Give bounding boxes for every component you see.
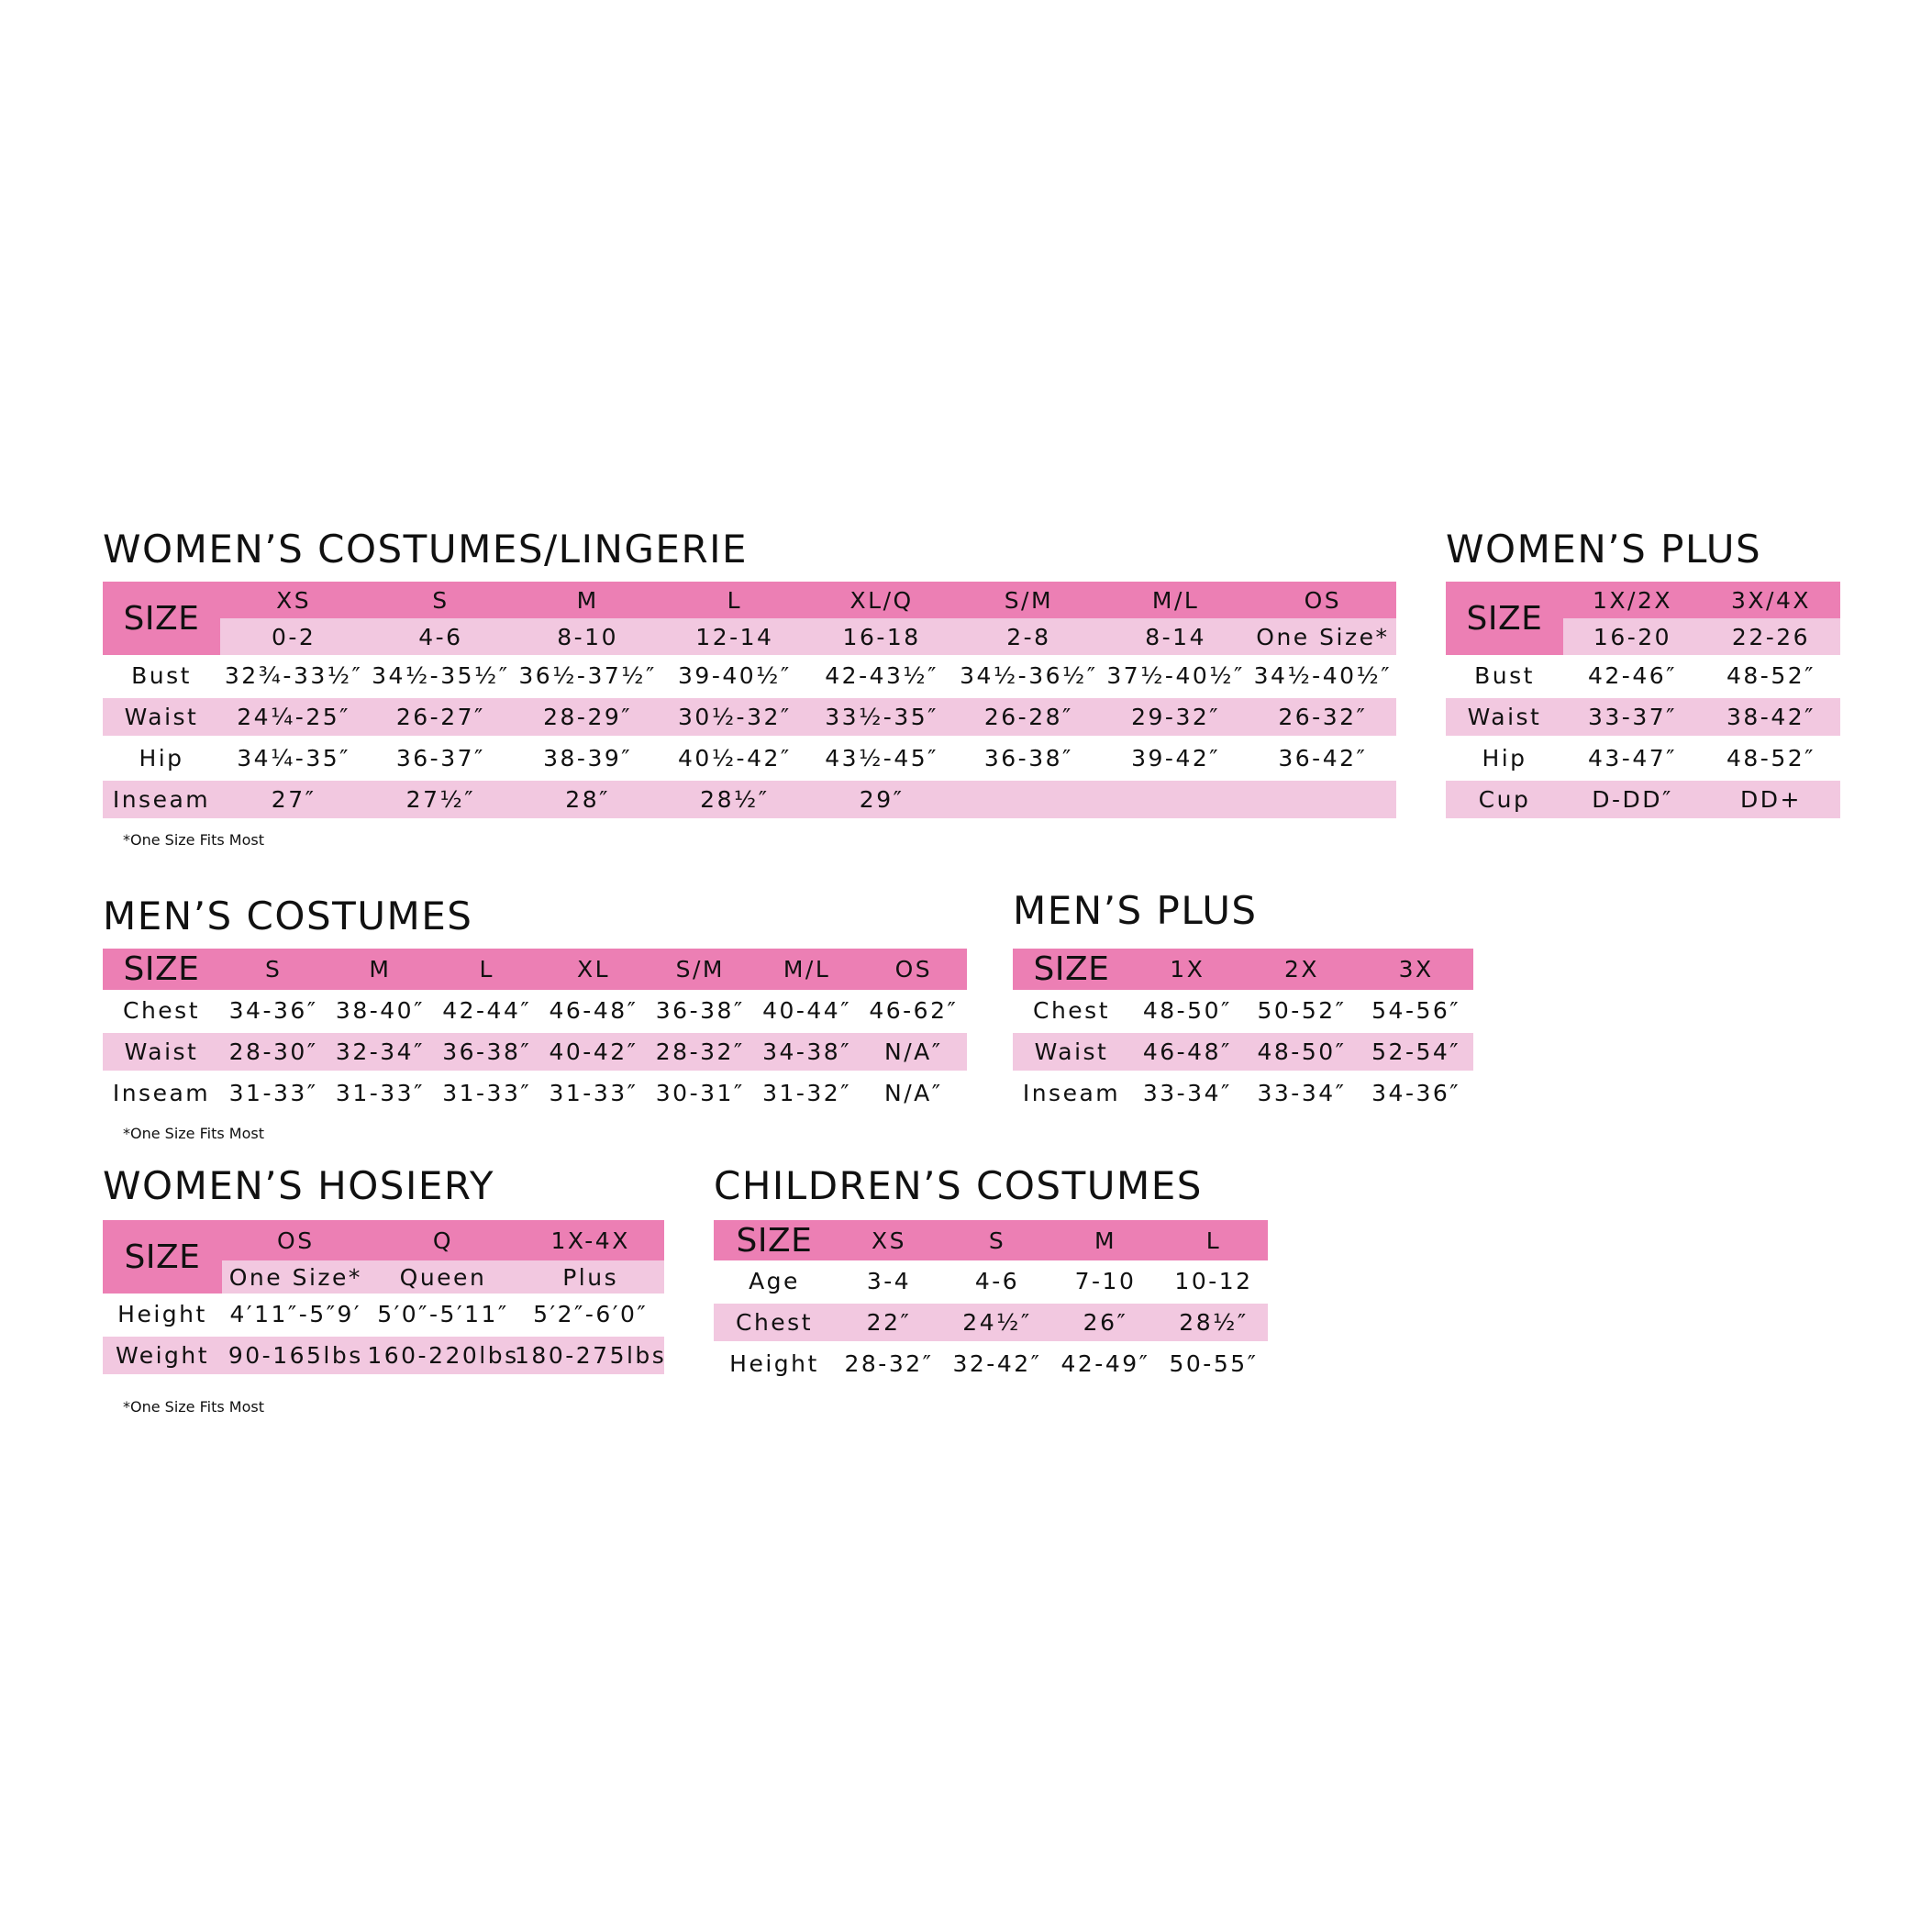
size-column-xl-q: XL/Q [849,586,914,614]
size-range-queen: Queen [399,1263,487,1291]
size-range-4-6: 4-6 [418,623,463,650]
table-cell: 38-40″ [335,997,425,1024]
size-range-0-2: 0-2 [271,623,316,650]
table-cell: 31-33″ [335,1080,425,1106]
row-label-weight: Weight [115,1342,210,1369]
table-cell: 36-37″ [395,745,485,772]
table-cell: 30½-32″ [678,704,792,730]
table-cell: 33-37″ [1588,704,1677,730]
row-label-height: Height [729,1350,819,1377]
table-cell: 36-42″ [1278,745,1368,772]
table-cell: 31-32″ [762,1080,852,1106]
table-cell: 180-275lbs [515,1342,667,1369]
size-column-s: S [432,586,450,614]
size-header-label: SIZE [1013,949,1130,990]
table-cell: 46-48″ [549,997,638,1024]
size-range-12-14: 12-14 [695,623,774,650]
table-cell: 37½-40½″ [1106,662,1245,689]
row-label-chest: Chest [1032,997,1110,1024]
size-range-one-size: One Size* [1256,623,1390,650]
size-header-label: SIZE [1446,582,1563,655]
size-header-label: SIZE [103,582,220,655]
table-cell: 28-32″ [844,1350,934,1377]
size-column-m: M [369,956,392,983]
table-cell: 43-47″ [1588,745,1677,772]
table-cell: 32-34″ [335,1038,425,1065]
table-cell: 39-42″ [1131,745,1221,772]
table-cell: 34-38″ [762,1038,852,1065]
size-column-os: OS [894,956,933,983]
table-cell: 22″ [866,1309,912,1336]
table-cell: 32-42″ [952,1350,1042,1377]
size-range-2-8: 2-8 [1006,623,1051,650]
size-column-os: OS [277,1227,315,1254]
row-label-waist: Waist [124,1038,199,1065]
size-column-3x-4x: 3X/4X [1731,586,1811,614]
table-cell: 42-46″ [1588,662,1677,689]
size-column-1x-4x: 1X-4X [550,1227,630,1254]
table-cell: 48-50″ [1257,1038,1347,1065]
size-column-l: L [1205,1227,1222,1254]
table-cell [1249,779,1396,820]
table-cell: 26″ [1083,1309,1128,1336]
size-column-xs: XS [872,1227,906,1254]
section-title: WOMEN’S COSTUMES/LINGERIE [103,527,749,572]
section-title: CHILDREN’S COSTUMES [714,1163,1203,1208]
row-label-waist: Waist [1034,1038,1109,1065]
table-cell: 50-52″ [1257,997,1347,1024]
size-header-label: SIZE [103,1220,222,1294]
row-label-inseam: Inseam [1022,1080,1121,1106]
table-cell: 36-38″ [983,745,1073,772]
size-range-8-14: 8-14 [1145,623,1206,650]
table-cell: 30-31″ [655,1080,745,1106]
footnote: *One Size Fits Most [123,1398,264,1416]
size-column-s-m: S/M [675,956,725,983]
size-range-22-26: 22-26 [1731,623,1811,650]
row-label-chest: Chest [735,1309,813,1336]
size-column-xl: XL [576,956,611,983]
size-column-1x-2x: 1X/2X [1593,586,1672,614]
table-cell: 36-38″ [655,997,745,1024]
table-cell: 43½-45″ [825,745,938,772]
table-cell: 46-48″ [1142,1038,1232,1065]
row-label-waist: Waist [124,704,199,730]
table-cell: 27″ [271,786,316,813]
table-cell: 48-50″ [1142,997,1232,1024]
table-cell: 10-12 [1174,1268,1253,1294]
table-cell: 42-43½″ [825,662,938,689]
table-cell: 29-32″ [1131,704,1221,730]
table-cell: 34½-35½″ [372,662,510,689]
table-cell: 90-165lbs [228,1342,363,1369]
table-cell: 31-33″ [549,1080,638,1106]
section-title: WOMEN’S PLUS [1446,527,1762,572]
table-cell: 34¼-35″ [237,745,350,772]
table-cell: 42-49″ [1060,1350,1150,1377]
size-column-q: Q [432,1227,454,1254]
table-cell: 40-44″ [762,997,852,1024]
table-cell: N/A″ [884,1080,943,1106]
size-header-label: SIZE [103,949,220,990]
size-column-s: S [264,956,283,983]
row-label-inseam: Inseam [112,1080,211,1106]
table-cell: 5′0″-5′11″ [377,1301,509,1327]
section-title: WOMEN’S HOSIERY [103,1163,495,1208]
size-column-1x: 1X [1170,956,1205,983]
table-cell: 3-4 [866,1268,912,1294]
table-cell: 29″ [859,786,905,813]
table-cell: 34½-40½″ [1253,662,1393,689]
size-column-m: M [576,586,599,614]
table-cell: 7-10 [1074,1268,1137,1294]
row-label-cup: Cup [1478,786,1531,813]
table-cell: DD+ [1740,786,1802,813]
table-cell: 50-55″ [1169,1350,1259,1377]
table-cell: 33-34″ [1142,1080,1232,1106]
row-label-waist: Waist [1467,704,1542,730]
table-cell: 46-62″ [869,997,959,1024]
size-column-s: S [988,1227,1006,1254]
table-cell: 28-29″ [543,704,633,730]
size-column-s-m: S/M [1004,586,1054,614]
table-cell: 48-52″ [1727,662,1815,689]
size-column-2x: 2X [1283,956,1319,983]
size-column-xs: XS [276,586,312,614]
row-label-hip: Hip [139,745,184,772]
table-cell: 36-38″ [442,1038,532,1065]
table-cell: 36½-37½″ [518,662,657,689]
table-cell: 32¾-33½″ [224,662,363,689]
size-range-8-10: 8-10 [557,623,618,650]
size-column-3x: 3X [1398,956,1434,983]
table-cell: 40-42″ [549,1038,638,1065]
row-label-chest: Chest [122,997,200,1024]
table-cell: 5′2″-6′0″ [533,1301,649,1327]
table-cell: 28½″ [700,786,770,813]
size-column-m-l: M/L [783,956,831,983]
size-column-m-l: M/L [1151,586,1200,614]
footnote: *One Size Fits Most [123,1125,264,1142]
table-cell: 33-34″ [1257,1080,1347,1106]
table-cell: 27½″ [405,786,476,813]
table-cell: 24¼-25″ [237,704,350,730]
table-cell [1103,779,1249,820]
table-cell: 34½-36½″ [960,662,1098,689]
table-cell: 38-39″ [543,745,633,772]
row-label-hip: Hip [1482,745,1527,772]
row-label-age: Age [749,1268,800,1294]
size-column-os: OS [1304,586,1342,614]
table-cell: 52-54″ [1371,1038,1461,1065]
size-column-l: L [727,586,743,614]
size-range-16-18: 16-18 [842,623,921,650]
section-title: MEN’S COSTUMES [103,894,473,938]
table-cell: 24½″ [962,1309,1032,1336]
table-cell: 48-52″ [1727,745,1815,772]
section-title: MEN’S PLUS [1013,888,1258,933]
size-range-plus: Plus [562,1263,619,1291]
footnote: *One Size Fits Most [123,831,264,849]
table-cell: 39-40½″ [678,662,792,689]
table-cell: N/A″ [884,1038,943,1065]
size-header-label: SIZE [714,1220,835,1260]
row-label-inseam: Inseam [112,786,211,813]
row-label-height: Height [117,1301,207,1327]
table-cell: D-DD″ [1592,786,1673,813]
table-cell: 34-36″ [1371,1080,1461,1106]
table-cell [955,779,1102,820]
size-range-one-size: One Size* [228,1263,362,1291]
table-cell: 26-32″ [1278,704,1368,730]
table-cell: 26-28″ [983,704,1073,730]
row-label-bust: Bust [1474,662,1535,689]
size-range-16-20: 16-20 [1593,623,1672,650]
table-cell: 31-33″ [228,1080,318,1106]
table-cell: 4′11″-5″9′ [229,1301,362,1327]
table-cell: 28½″ [1179,1309,1249,1336]
table-cell: 54-56″ [1371,997,1461,1024]
size-column-l: L [479,956,494,983]
table-cell: 160-220lbs [367,1342,519,1369]
table-cell: 42-44″ [442,997,532,1024]
table-cell: 4-6 [974,1268,1020,1294]
size-column-m: M [1094,1227,1117,1254]
row-label-bust: Bust [131,662,192,689]
table-cell: 40½-42″ [678,745,792,772]
table-cell: 26-27″ [395,704,485,730]
table-cell: 33½-35″ [825,704,938,730]
table-cell: 38-42″ [1727,704,1815,730]
table-cell: 28″ [565,786,610,813]
table-cell: 31-33″ [442,1080,532,1106]
table-cell: 28-30″ [228,1038,318,1065]
table-cell: 34-36″ [228,997,318,1024]
table-cell: 28-32″ [655,1038,745,1065]
